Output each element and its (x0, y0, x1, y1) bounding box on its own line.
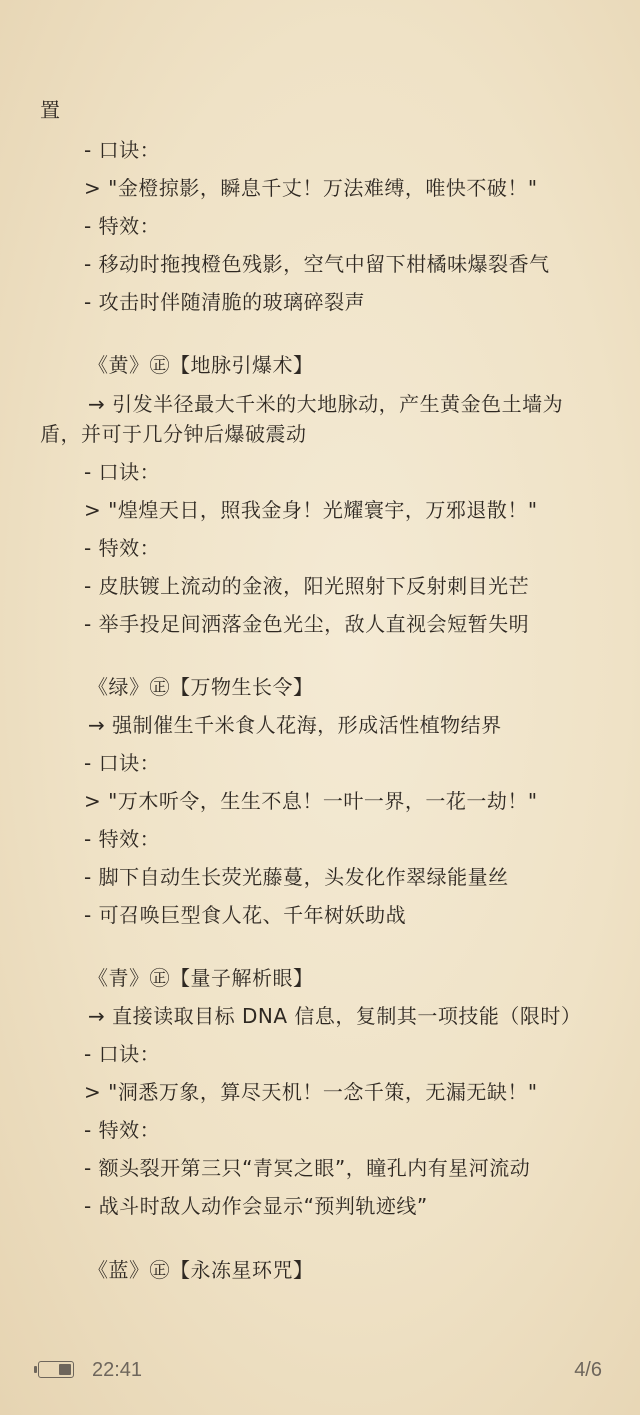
text-line: - 举手投足间洒落金色光尘，敌人直视会短暂失明 (84, 612, 530, 636)
text-line: > "万木听令，生生不息！一叶一界，一花一劫！" (84, 789, 538, 813)
text-line: - 脚下自动生长荧光藤蔓，头发化作翠绿能量丝 (84, 865, 509, 889)
section-heading: 《青》㊣【量子解析眼】 (88, 966, 314, 990)
text-line: - 可召唤巨型食人花、千年树妖助战 (84, 903, 407, 927)
text-line: - 特效： (84, 214, 161, 238)
text-line: - 口诀： (84, 751, 161, 775)
text-line: - 移动时拖拽橙色残影，空气中留下柑橘味爆裂香气 (84, 252, 550, 276)
text-line: - 攻击时伴随清脆的玻璃碎裂声 (84, 290, 366, 314)
text-line: - 口诀： (84, 1042, 161, 1066)
clock-time: 22:41 (92, 1359, 143, 1381)
battery-icon (38, 1361, 74, 1378)
battery-level (59, 1364, 71, 1375)
text-line: - 口诀： (84, 138, 161, 162)
text-line: - 皮肤镀上流动的金液，阳光照射下反射刺目光芒 (84, 574, 530, 598)
text-line: - 特效： (84, 827, 161, 851)
reader-status-bar (0, 1355, 640, 1389)
text-line: > "煌煌天日，照我金身！光耀寰宇，万邪退散！" (84, 498, 538, 522)
text-line: - 口诀： (84, 460, 161, 484)
text-line: > "洞悉万象，算尽天机！一念千策，无漏无缺！" (84, 1080, 538, 1104)
text-line: 盾，并可于几分钟后爆破震动 (40, 422, 307, 446)
section-heading: 《蓝》㊣【永冻星环咒】 (88, 1258, 314, 1282)
text-line: - 战斗时敌人动作会显示“预判轨迹线” (84, 1194, 428, 1218)
text-line: - 特效： (84, 1118, 161, 1142)
text-line: → 引发半径最大千米的大地脉动，产生黄金色土墙为 (88, 392, 564, 416)
section-heading: 《绿》㊣【万物生长令】 (88, 675, 314, 699)
text-line: → 强制催生千米食人花海，形成活性植物结界 (88, 713, 502, 737)
section-heading: 《黄》㊣【地脉引爆术】 (88, 353, 314, 377)
page-indicator: 4/6 (574, 1359, 602, 1381)
text-line: > "金橙掠影，瞬息千丈！万法难缚，唯快不破！" (84, 176, 538, 200)
text-line: 置 (40, 98, 61, 122)
text-line: → 直接读取目标 DNA 信息，复制其一项技能（限时） (88, 1004, 582, 1028)
text-line: - 特效： (84, 536, 161, 560)
text-line: - 额头裂开第三只“青冥之眼”，瞳孔内有星河流动 (84, 1156, 531, 1180)
